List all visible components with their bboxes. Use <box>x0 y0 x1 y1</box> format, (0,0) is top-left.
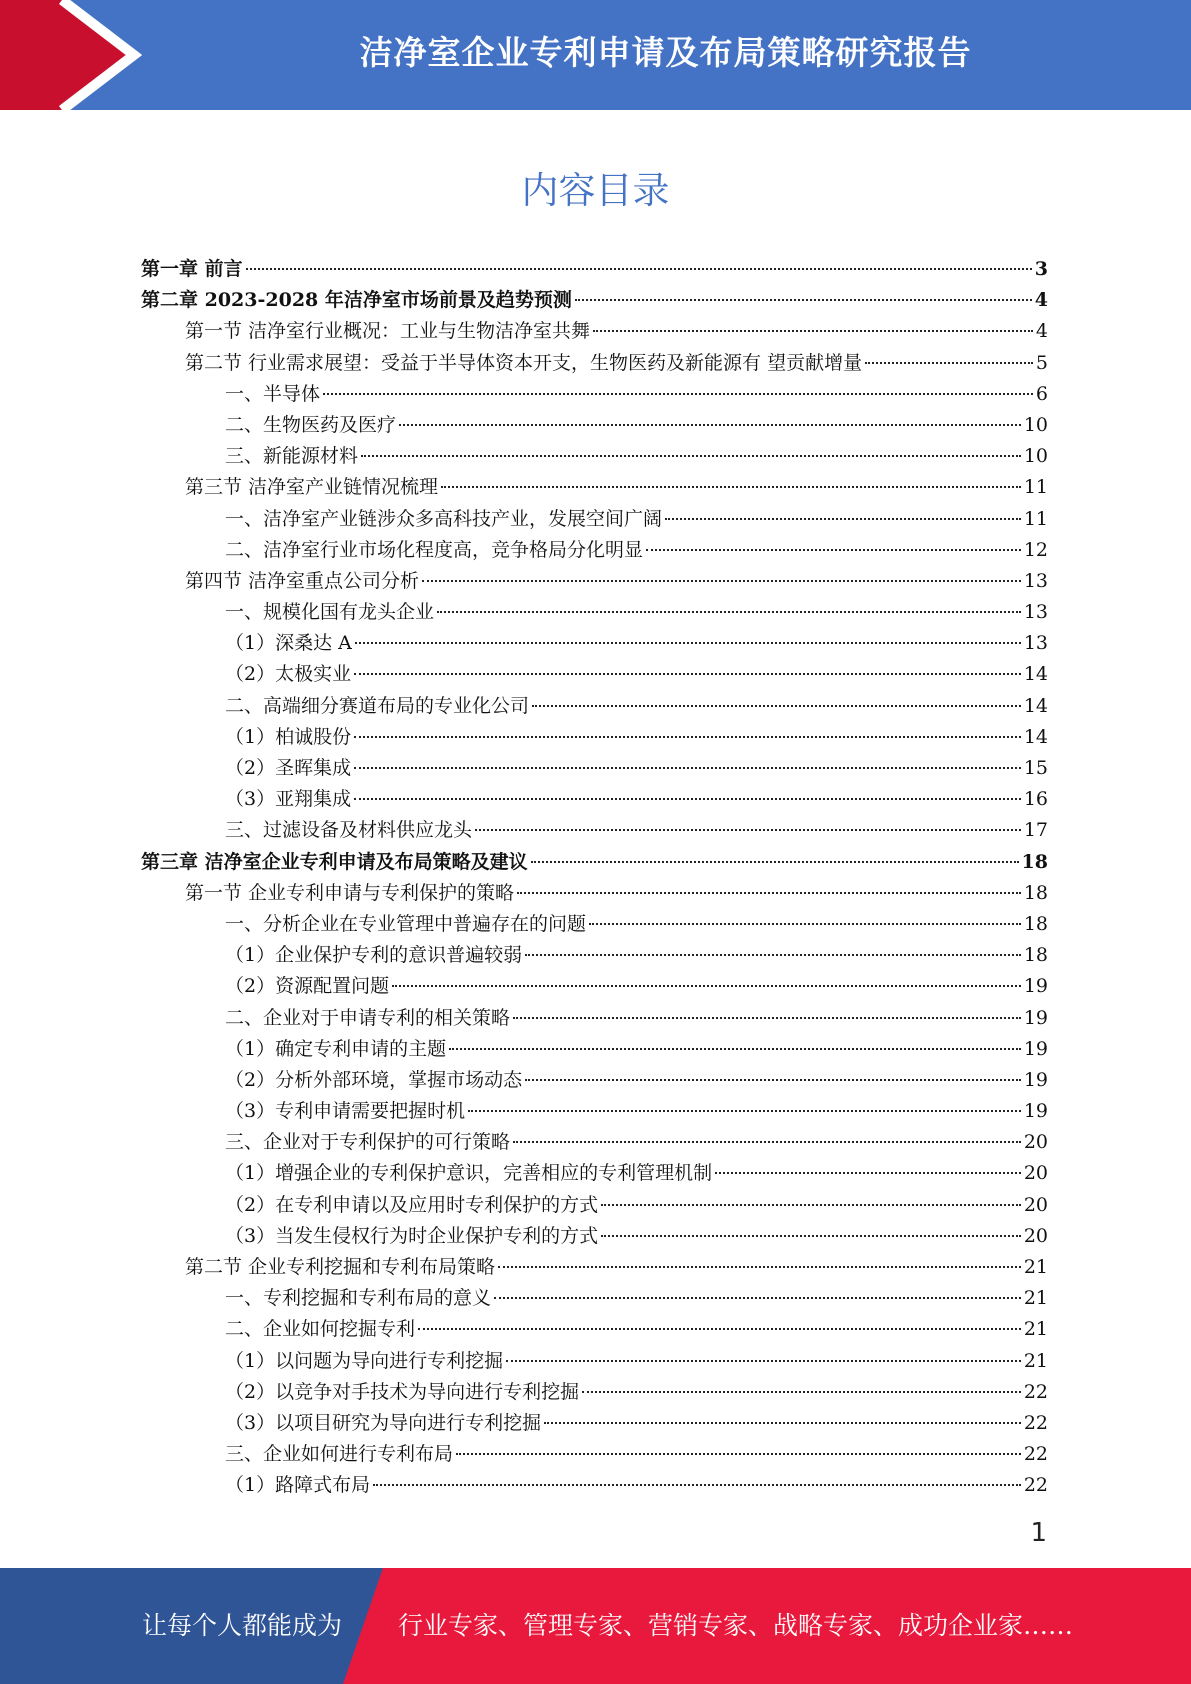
toc-dot-leader <box>246 268 1032 270</box>
toc-entry-text: 第二章 2023-2028 年洁净室市场前景及趋势预测 <box>141 289 572 312</box>
toc-entry[interactable] <box>141 971 1048 1002</box>
toc-entry-text: （2）分析外部环境，掌握市场动态 <box>225 1068 523 1091</box>
toc-dot-leader <box>544 1422 1021 1424</box>
toc-entry-text: 第二节 企业专利挖掘和专利布局策略 <box>185 1256 496 1278</box>
toc-dot-leader <box>475 829 1021 831</box>
toc-entry[interactable] <box>141 441 1048 472</box>
toc-dot-leader <box>582 1391 1021 1393</box>
toc-dot-leader <box>399 424 1021 426</box>
toc-entry-text: （3）以项目研究为导向进行专利挖掘 <box>225 1411 542 1434</box>
toc-entry-text: （1）深桑达 A <box>225 632 352 655</box>
toc-entry-page: 21 <box>1023 1256 1048 1278</box>
toc-entry[interactable] <box>141 1377 1048 1408</box>
toc-entry-page: 21 <box>1023 1318 1048 1341</box>
toc-entry-text: （2）资源配置问题 <box>225 975 390 998</box>
toc-entry[interactable] <box>141 316 1048 347</box>
toc-entry-page: 12 <box>1023 538 1048 561</box>
toc-entry-text: （1）增强企业的专利保护意识，完善相应的专利管理机制 <box>225 1162 713 1185</box>
toc-entry-page: 15 <box>1023 757 1048 779</box>
toc-dot-leader <box>506 1360 1021 1362</box>
toc-entry[interactable] <box>141 1470 1048 1501</box>
toc-entry[interactable] <box>141 909 1048 940</box>
page-number: 1 <box>1030 1518 1047 1548</box>
toc-dot-leader <box>513 1017 1021 1019</box>
toc-entry-page: 18 <box>1023 912 1048 935</box>
toc-entry-text: 一、专利挖掘和专利布局的意义 <box>225 1287 492 1310</box>
toc-entry[interactable] <box>141 597 1048 628</box>
toc-entry-text: （1）路障式布局 <box>225 1474 371 1497</box>
toc-entry-text: 一、规模化国有龙头企业 <box>225 601 435 624</box>
toc-entry-page: 19 <box>1023 975 1048 998</box>
toc-entry[interactable] <box>141 285 1048 316</box>
toc-entry-page: 21 <box>1023 1287 1048 1310</box>
toc-dot-leader <box>437 611 1021 613</box>
header-arrow-decoration <box>0 0 160 110</box>
toc-entry-page: 19 <box>1023 1006 1048 1029</box>
toc-entry[interactable] <box>141 535 1048 566</box>
toc-entry-text: 三、过滤设备及材料供应龙头 <box>225 819 473 842</box>
toc-entry-text: 三、企业对于专利保护的可行策略 <box>225 1131 511 1154</box>
toc-entry-text: 二、生物医药及医疗 <box>225 413 397 436</box>
toc-entry-page: 13 <box>1023 601 1048 624</box>
toc-entry-text: （1）以问题为导向进行专利挖掘 <box>225 1349 504 1372</box>
toc-entry-text: 第一章 前言 <box>141 258 243 280</box>
toc-entry-page: 14 <box>1023 663 1048 686</box>
toc-entry-page: 4 <box>1034 289 1048 312</box>
toc-dot-leader <box>865 362 1033 364</box>
toc-entry-page: 19 <box>1023 1100 1048 1123</box>
toc-dot-leader <box>361 455 1021 457</box>
toc-entry-page: 19 <box>1023 1068 1048 1091</box>
footer-banner <box>0 1568 1191 1684</box>
toc-entry-page: 20 <box>1023 1224 1048 1247</box>
toc-dot-leader <box>589 923 1021 925</box>
toc-heading: 内容目录 <box>521 169 670 212</box>
toc-entry-page: 17 <box>1023 819 1048 842</box>
toc-entry[interactable] <box>141 878 1048 909</box>
toc-dot-leader <box>593 330 1033 332</box>
toc-entry[interactable] <box>141 1346 1048 1377</box>
toc-entry-text: 二、高端细分赛道布局的专业化公司 <box>225 694 530 717</box>
toc-entry-page: 22 <box>1023 1411 1048 1434</box>
toc-dot-leader <box>665 518 1021 520</box>
toc-dot-leader <box>456 1453 1021 1455</box>
toc-dot-leader <box>373 1484 1021 1486</box>
toc-entry-text: 第二节 行业需求展望：受益于半导体资本开支，生物医药及新能源有 望贡献增量 <box>185 351 863 374</box>
toc-entry-page: 19 <box>1023 1037 1048 1060</box>
toc-entry-page: 21 <box>1023 1349 1048 1372</box>
toc-entry-page: 22 <box>1023 1474 1048 1497</box>
toc-dot-leader <box>494 1297 1021 1299</box>
toc-entry-text: 第三节 洁净室产业链情况梳理 <box>185 476 439 499</box>
toc-entry-text: 第一节 企业专利申请与专利保护的策略 <box>185 881 515 904</box>
toc-entry[interactable] <box>141 1034 1048 1065</box>
toc-dot-leader <box>354 736 1021 738</box>
toc-entry[interactable] <box>141 1065 1048 1096</box>
toc-entry-page: 18 <box>1023 881 1048 904</box>
toc-entry[interactable] <box>141 1096 1048 1127</box>
toc-dot-leader <box>601 1204 1021 1206</box>
header-banner <box>0 0 1191 110</box>
table-of-contents <box>141 254 1048 1502</box>
toc-entry-text: 三、新能源材料 <box>225 445 359 468</box>
toc-entry-page: 5 <box>1035 351 1048 374</box>
toc-dot-leader <box>354 767 1021 769</box>
toc-entry-page: 20 <box>1023 1193 1048 1216</box>
toc-entry[interactable] <box>141 1158 1048 1189</box>
toc-entry-text: （2）圣晖集成 <box>225 757 352 779</box>
toc-entry[interactable] <box>141 1003 1048 1034</box>
toc-entry-text: （1）确定专利申请的主题 <box>225 1037 447 1060</box>
toc-entry-page: 20 <box>1023 1131 1048 1154</box>
toc-entry[interactable] <box>141 691 1048 722</box>
toc-entry-text: 第一节 洁净室行业概况：工业与生物洁净室共舞 <box>185 320 591 343</box>
toc-entry[interactable] <box>141 659 1048 690</box>
toc-entry[interactable] <box>141 940 1048 971</box>
toc-entry-text: （2）在专利申请以及应用时专利保护的方式 <box>225 1193 599 1216</box>
toc-entry-text: 二、企业如何挖掘专利 <box>225 1318 416 1341</box>
toc-entry-page: 13 <box>1023 569 1048 592</box>
toc-dot-leader <box>422 580 1021 582</box>
toc-entry[interactable] <box>141 1252 1048 1283</box>
toc-entry[interactable] <box>141 628 1048 659</box>
toc-dot-leader <box>355 642 1021 644</box>
toc-entry-text: 一、洁净室产业链涉众多高科技产业，发展空间广阔 <box>225 507 663 530</box>
toc-entry-text: 二、洁净室行业市场化程度高，竞争格局分化明显 <box>225 538 644 561</box>
toc-entry[interactable] <box>141 254 1048 285</box>
toc-entry-text: （2）太极实业 <box>225 663 352 686</box>
footer-slogan-left: 让每个人都能成为 <box>142 1611 343 1640</box>
toc-entry-text: （1）企业保护专利的意识普遍较弱 <box>225 944 523 967</box>
toc-entry-text: （3）亚翔集成 <box>225 788 352 811</box>
toc-entry-page: 6 <box>1035 382 1048 405</box>
toc-dot-leader <box>525 1079 1021 1081</box>
toc-entry-page: 10 <box>1023 445 1048 468</box>
toc-dot-leader <box>498 1266 1021 1268</box>
toc-entry-page: 14 <box>1023 725 1048 748</box>
toc-entry-page: 13 <box>1023 632 1048 655</box>
toc-entry-page: 18 <box>1023 944 1048 967</box>
toc-entry-page: 10 <box>1023 413 1048 436</box>
toc-entry-page: 14 <box>1023 694 1048 717</box>
toc-dot-leader <box>601 1235 1021 1237</box>
toc-entry-text: 一、半导体 <box>225 382 321 405</box>
toc-entry-page: 22 <box>1023 1443 1048 1466</box>
toc-dot-leader <box>354 673 1021 675</box>
toc-dot-leader <box>392 985 1021 987</box>
toc-entry[interactable] <box>141 1408 1048 1439</box>
toc-entry-text: 第四节 洁净室重点公司分析 <box>185 569 420 592</box>
toc-entry[interactable] <box>141 815 1048 846</box>
toc-dot-leader <box>354 798 1021 800</box>
toc-dot-leader <box>468 1110 1021 1112</box>
toc-entry[interactable] <box>141 1439 1048 1470</box>
toc-dot-leader <box>531 861 1019 863</box>
toc-dot-leader <box>525 954 1021 956</box>
toc-entry-page: 16 <box>1023 788 1048 811</box>
toc-dot-leader <box>532 705 1021 707</box>
toc-entry[interactable] <box>141 722 1048 753</box>
toc-entry[interactable] <box>141 753 1048 784</box>
toc-entry-text: （2）以竞争对手技术为导向进行专利挖掘 <box>225 1380 580 1403</box>
toc-dot-leader <box>646 549 1021 551</box>
toc-entry[interactable] <box>141 472 1048 503</box>
toc-dot-leader <box>449 1048 1021 1050</box>
toc-entry[interactable] <box>141 784 1048 815</box>
toc-entry[interactable] <box>141 566 1048 597</box>
toc-entry-text: （3）专利申请需要把握时机 <box>225 1100 466 1123</box>
toc-entry-page: 4 <box>1035 320 1048 343</box>
toc-entry-page: 18 <box>1021 850 1048 873</box>
toc-entry-page: 11 <box>1023 507 1048 530</box>
footer-slogan-right: 行业专家、管理专家、营销专家、战略专家、成功企业家…… <box>398 1611 1074 1640</box>
toc-dot-leader <box>441 486 1021 488</box>
toc-dot-leader <box>715 1172 1021 1174</box>
toc-dot-leader <box>323 393 1033 395</box>
toc-entry[interactable] <box>141 1283 1048 1314</box>
toc-entry[interactable] <box>141 847 1048 878</box>
toc-entry[interactable] <box>141 1190 1048 1221</box>
toc-entry-text: 第三章 洁净室企业专利申请及布局策略及建议 <box>141 850 528 873</box>
toc-entry-text: （1）柏诚股份 <box>225 725 352 748</box>
toc-entry-text: 三、企业如何进行专利布局 <box>225 1443 454 1466</box>
toc-dot-leader <box>575 299 1032 301</box>
toc-entry-text: （3）当发生侵权行为时企业保护专利的方式 <box>225 1224 599 1247</box>
toc-dot-leader <box>517 892 1021 894</box>
toc-entry[interactable] <box>141 1221 1048 1252</box>
toc-entry[interactable] <box>141 348 1048 379</box>
toc-entry[interactable] <box>141 1314 1048 1345</box>
toc-entry-page: 22 <box>1023 1380 1048 1403</box>
toc-entry-page: 3 <box>1034 258 1048 280</box>
report-title: 洁净室企业专利申请及布局策略研究报告 <box>359 33 972 72</box>
toc-entry-text: 二、企业对于申请专利的相关策略 <box>225 1006 511 1029</box>
toc-entry[interactable] <box>141 1127 1048 1158</box>
toc-entry[interactable] <box>141 504 1048 535</box>
toc-entry-text: 一、分析企业在专业管理中普遍存在的问题 <box>225 912 587 935</box>
toc-entry-page: 20 <box>1023 1162 1048 1185</box>
toc-entry[interactable] <box>141 379 1048 410</box>
toc-entry-page: 11 <box>1023 476 1048 499</box>
toc-dot-leader <box>418 1328 1021 1330</box>
toc-entry[interactable] <box>141 410 1048 441</box>
toc-dot-leader <box>513 1141 1021 1143</box>
